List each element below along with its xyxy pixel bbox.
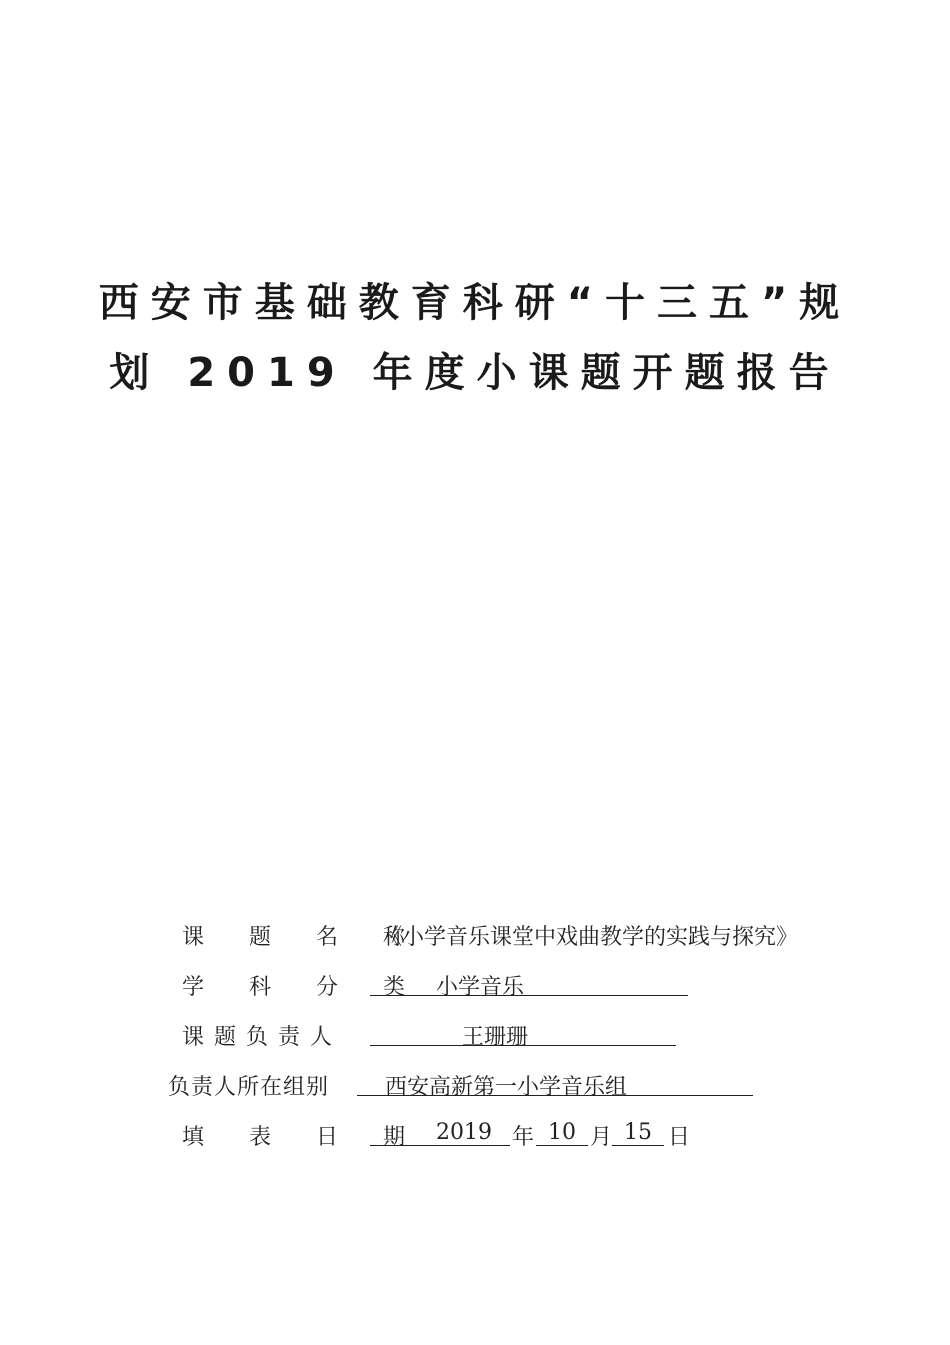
subject-row	[0, 970, 950, 1002]
leader-underline	[370, 1045, 676, 1046]
topic-name-row	[0, 920, 950, 952]
date-day-unit: 日	[668, 1125, 691, 1150]
date-month-unit: 月	[590, 1125, 613, 1150]
report-title	[0, 268, 950, 408]
group-label: 负责人所在组别	[168, 1075, 330, 1100]
leader-label: 课题负责人	[182, 1025, 343, 1050]
date-label: 填 表 日 期	[182, 1125, 424, 1150]
date-day: 15	[624, 1120, 652, 1145]
title-line-2: 划 2019 年度小课题开题报告	[109, 350, 841, 396]
title-line-1: 西安市基础教育科研“十三五”规	[98, 280, 852, 326]
group-row	[0, 1070, 950, 1102]
topic-name-label: 课 题 名 称	[182, 925, 424, 950]
group-value: 西安高新第一小学音乐组	[385, 1075, 628, 1100]
date-row	[0, 1120, 950, 1152]
date-year: 2019	[436, 1120, 492, 1145]
date-year-unit: 年	[512, 1125, 535, 1150]
subject-underline	[370, 995, 688, 996]
group-underline	[357, 1095, 753, 1096]
subject-label: 学 科 分 类	[182, 975, 424, 1000]
date-month: 10	[548, 1120, 576, 1145]
date-year-underline	[370, 1145, 510, 1146]
leader-value: 王珊珊	[462, 1025, 529, 1050]
date-month-underline	[536, 1145, 588, 1146]
leader-row	[0, 1020, 950, 1052]
topic-name-value: 《小学音乐课堂中戏曲教学的实践与探究》	[380, 925, 799, 950]
date-day-underline	[612, 1145, 664, 1146]
subject-value: 小学音乐	[436, 975, 525, 1000]
